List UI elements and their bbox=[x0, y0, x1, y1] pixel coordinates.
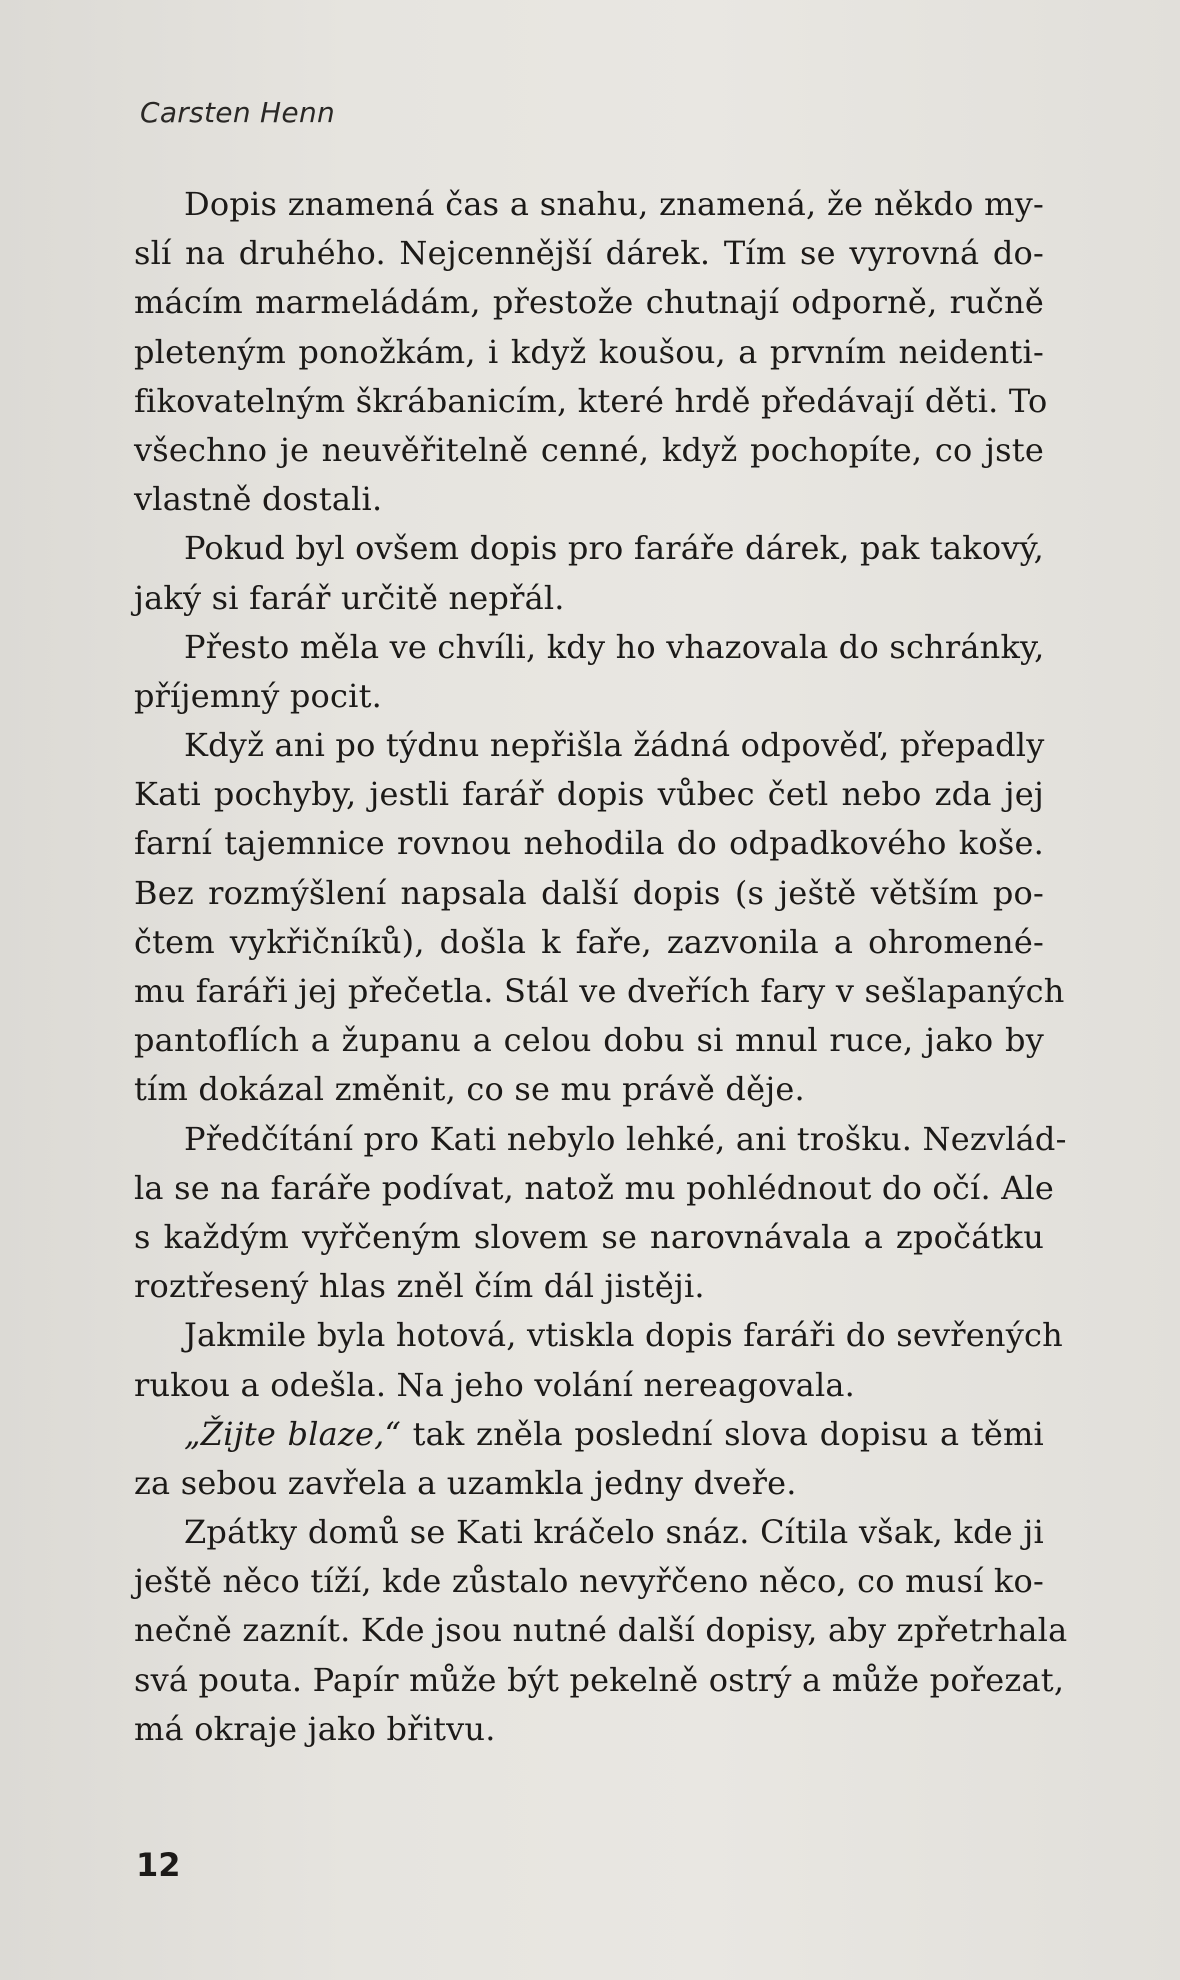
line-text: mácím marmeládám, přestože chutnají odporně, ručně bbox=[134, 283, 1044, 322]
line-text: tak zněla poslední slova dopisu a těmi bbox=[401, 1414, 1044, 1453]
running-head: Carsten Henn bbox=[140, 96, 336, 129]
line-text: příjemný pocit. bbox=[134, 676, 383, 715]
line-text: Přesto měla ve chvíli, kdy ho vhazovala do schránky, bbox=[184, 627, 1045, 666]
page-number: 12 bbox=[136, 1846, 181, 1884]
line-text: tím dokázal změnit, co se mu právě děje. bbox=[134, 1070, 805, 1109]
line-text: Dopis znamená čas a snahu, znamená, že někdo my- bbox=[184, 185, 1044, 223]
line-text: má okraje jako břitvu. bbox=[134, 1709, 496, 1748]
text-line bbox=[134, 1164, 1055, 1213]
text-line bbox=[134, 819, 1044, 868]
line-text: za sebou zavřela a uzamkla jedny dveře. bbox=[134, 1463, 797, 1502]
text-line bbox=[134, 377, 1048, 426]
text-line bbox=[134, 1656, 1065, 1705]
text-line bbox=[134, 229, 1044, 278]
body-text bbox=[134, 180, 1068, 1754]
text-line bbox=[134, 1508, 1044, 1557]
line-text: Bez rozmýšlení napsala další dopis (s ještě větším po- bbox=[134, 873, 1044, 912]
line-text: mu faráři jej přečetla. Stál ve dveřích fary v sešlapaných bbox=[134, 972, 1065, 1010]
line-text: nečně zaznít. Kde jsou nutné další dopisy, aby zpřetrhala bbox=[134, 1611, 1068, 1650]
line-text: Pokud byl ovšem dopis pro faráře dárek, pak takový, bbox=[184, 529, 1044, 568]
line-text: Když ani po týdnu nepřišla žádná odpověď, přepadly bbox=[184, 726, 1045, 765]
line-text: vlastně dostali. bbox=[134, 480, 383, 519]
text-line bbox=[134, 1361, 1044, 1410]
text-line bbox=[134, 1410, 1044, 1459]
text-line bbox=[134, 1213, 1044, 1262]
text-line bbox=[134, 918, 1044, 967]
text-line bbox=[134, 475, 1044, 524]
line-text: s každým vyřčeným slovem se narovnávala a zpočátku bbox=[134, 1217, 1044, 1256]
text-line bbox=[134, 426, 1044, 475]
text-line bbox=[134, 1705, 1044, 1754]
text-line bbox=[134, 524, 1044, 573]
line-text: svá pouta. Papír může být pekelně ostrý a může pořezat, bbox=[134, 1660, 1065, 1699]
line-text: fikovatelným škrábanicím, které hrdě předávají děti. To bbox=[134, 381, 1048, 420]
line-text: ještě něco tíží, kde zůstalo nevyřčeno něco, co musí ko- bbox=[134, 1562, 1044, 1601]
line-text: pleteným ponožkám, i když koušou, a prvním neidenti- bbox=[134, 332, 1044, 371]
text-line bbox=[134, 869, 1044, 918]
text-line bbox=[134, 967, 1065, 1016]
line-text: Předčítání pro Kati nebylo lehké, ani trošku. Nezvlád- bbox=[184, 1119, 1067, 1158]
line-text: Kati pochyby, jestli farář dopis vůbec četl nebo zda jej bbox=[134, 775, 1044, 814]
text-line bbox=[134, 1459, 1044, 1508]
line-text: roztřesený hlas zněl čím dál jistěji. bbox=[134, 1267, 705, 1306]
line-text: všechno je neuvěřitelně cenné, když pochopíte, co jste bbox=[134, 430, 1044, 469]
quoted-phrase: „Žijte blaze,“ bbox=[184, 1414, 402, 1453]
line-text: pantoflích a županu a celou dobu si mnul ruce, jako by bbox=[134, 1021, 1044, 1060]
text-line bbox=[134, 721, 1044, 770]
text-line bbox=[134, 180, 1044, 229]
text-line bbox=[134, 1016, 1044, 1065]
line-text: la se na faráře podívat, natož mu pohlédnout do očí. Ale bbox=[134, 1168, 1055, 1207]
line-text: jaký si farář určitě nepřál. bbox=[134, 578, 565, 617]
text-line bbox=[134, 1606, 1068, 1655]
text-line bbox=[134, 1557, 1044, 1606]
text-line bbox=[134, 574, 1044, 623]
text-line bbox=[134, 1115, 1067, 1164]
line-text: slí na druhého. Nejcennější dárek. Tím se vyrovná do- bbox=[134, 234, 1044, 273]
text-line bbox=[134, 1262, 1044, 1311]
line-text: rukou a odešla. Na jeho volání nereagovala. bbox=[134, 1365, 856, 1404]
text-line bbox=[134, 623, 1044, 672]
line-text: Zpátky domů se Kati kráčelo snáz. Cítila však, kde ji bbox=[184, 1513, 1044, 1552]
text-line bbox=[134, 1065, 1044, 1114]
line-text: farní tajemnice rovnou nehodila do odpadkového koše. bbox=[134, 824, 1044, 863]
line-text: Jakmile byla hotová, vtiskla dopis faráři do sevřených bbox=[184, 1316, 1063, 1355]
text-line bbox=[134, 672, 1044, 721]
text-line bbox=[134, 278, 1044, 327]
text-line bbox=[134, 1311, 1063, 1360]
line-text: čtem vykřičníků), došla k faře, zazvonila a ohromené- bbox=[134, 922, 1044, 961]
text-line bbox=[134, 328, 1044, 377]
text-line bbox=[134, 770, 1044, 819]
